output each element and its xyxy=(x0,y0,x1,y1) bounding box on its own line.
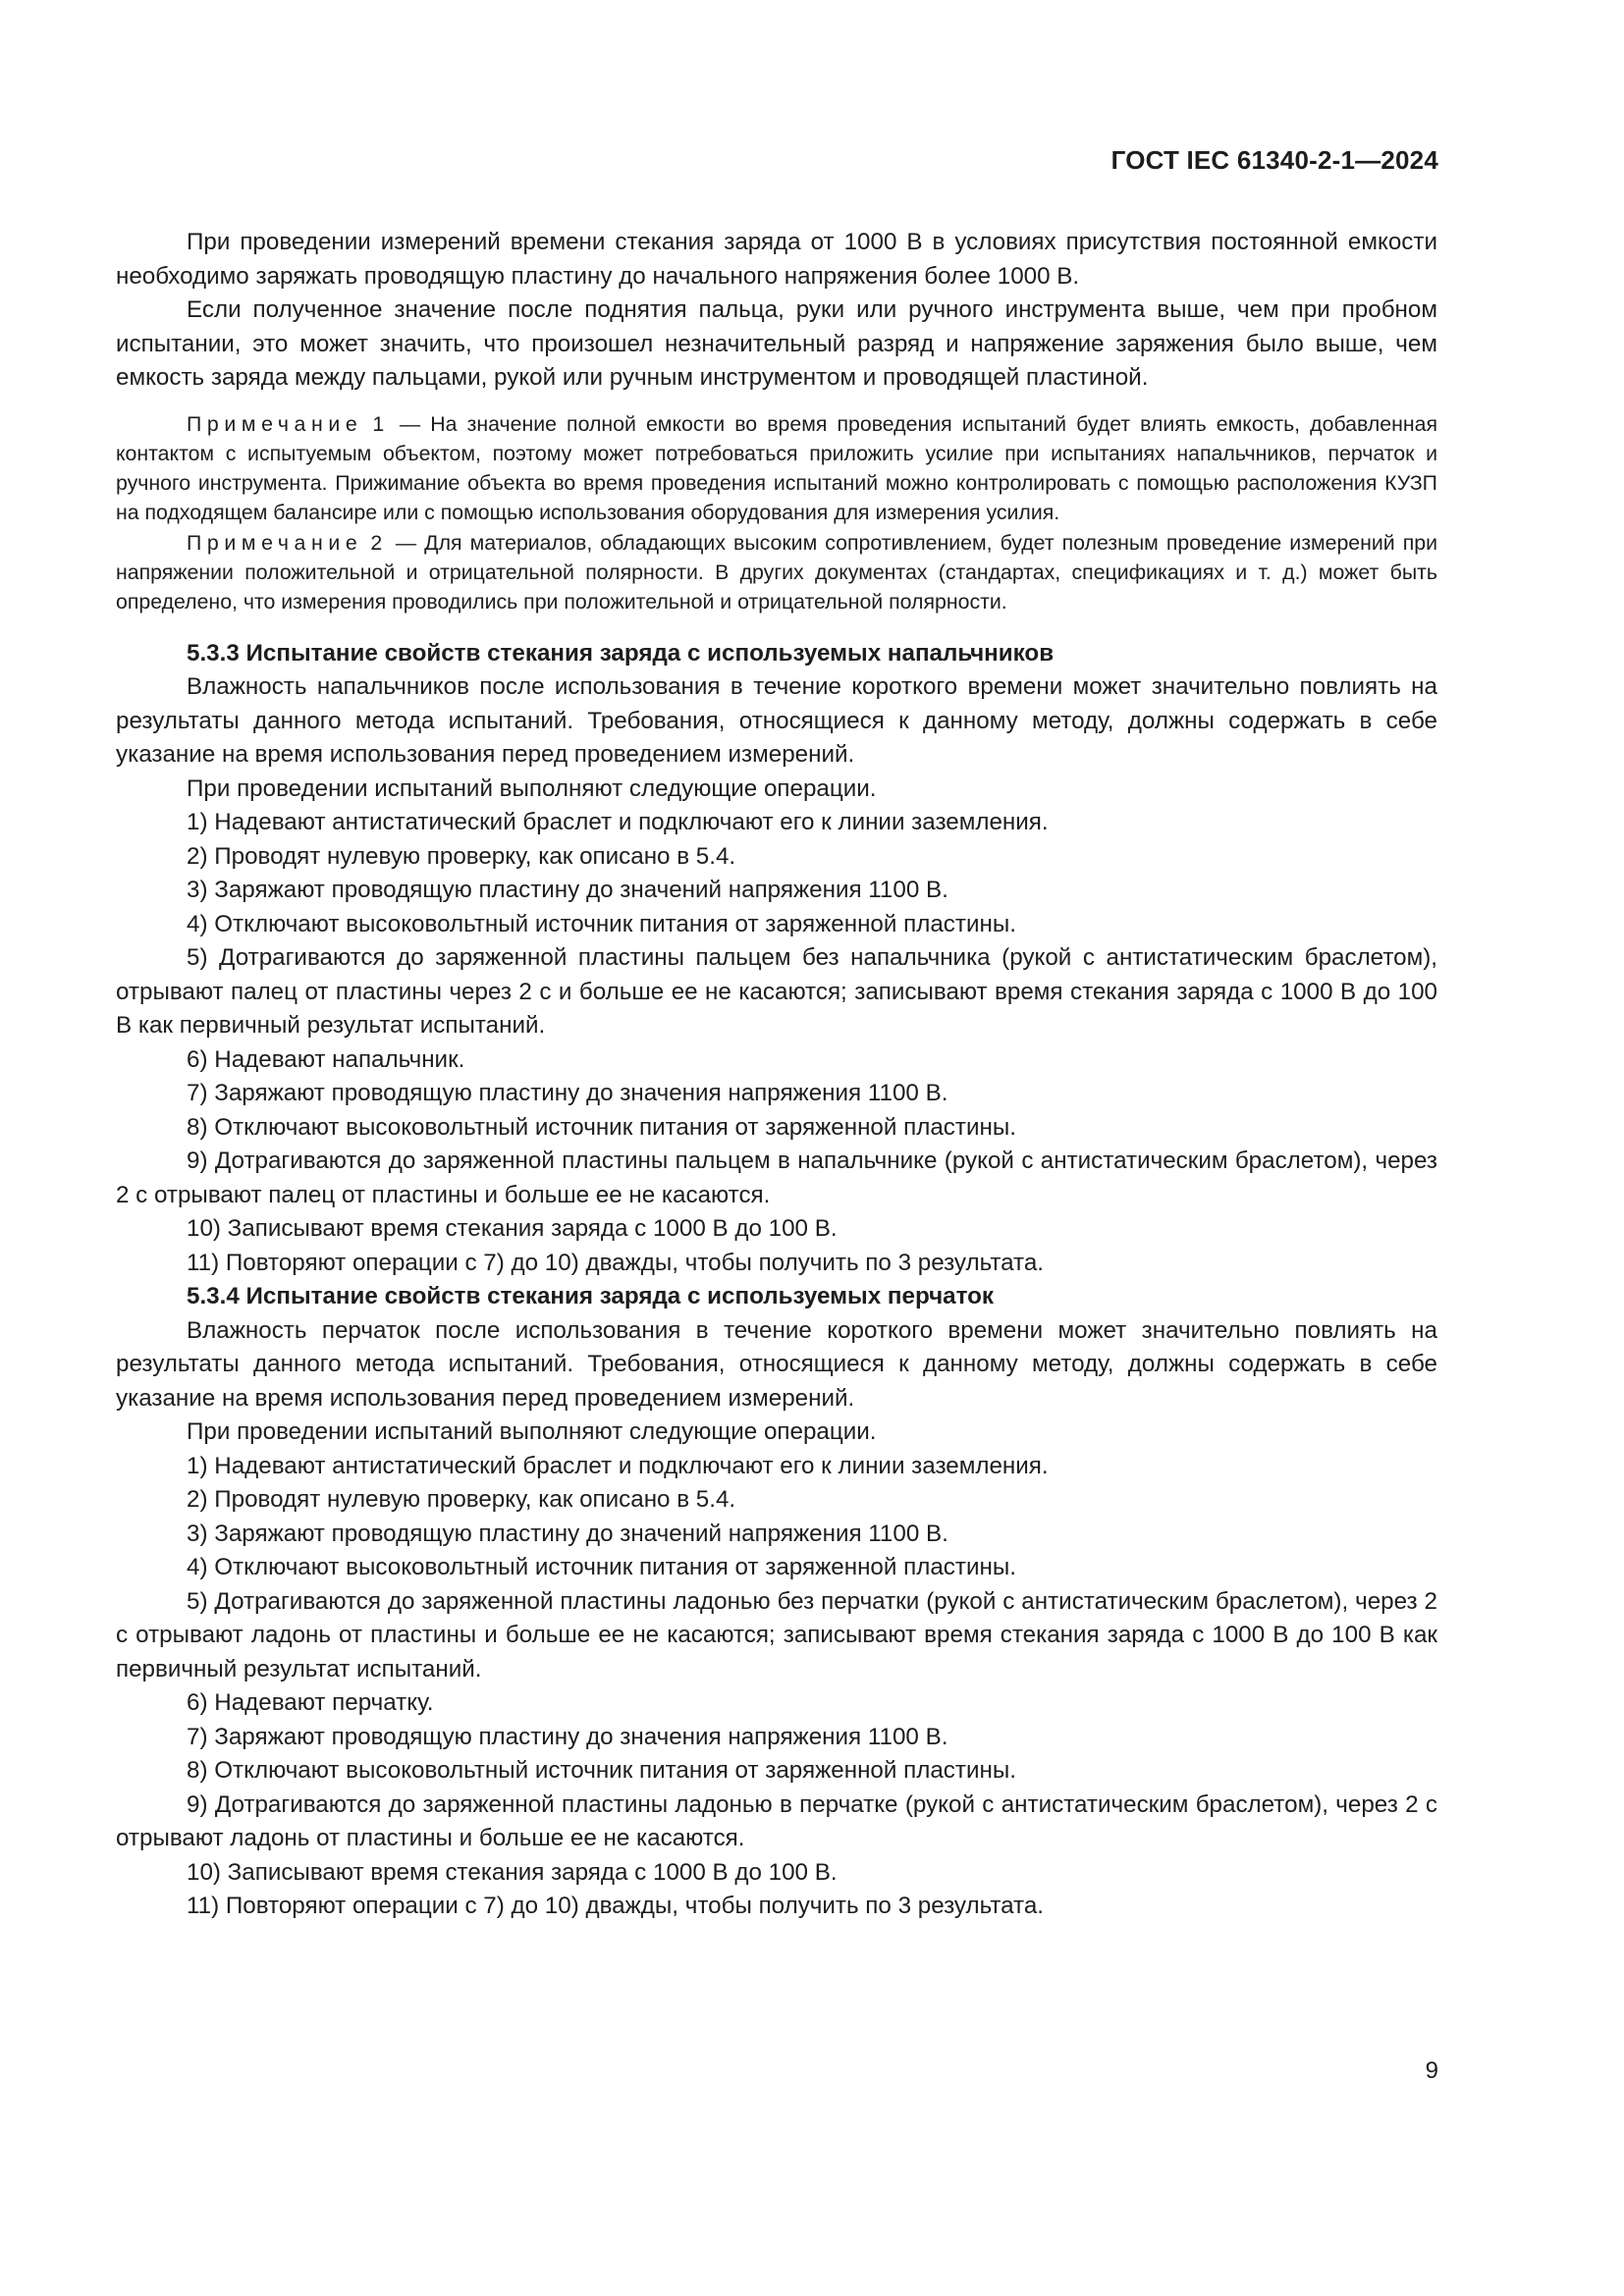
page-number: 9 xyxy=(1425,2057,1438,2084)
note-2 xyxy=(116,528,1437,617)
note-number: 2 xyxy=(370,530,388,555)
step-item: 3) Заряжают проводящую пластину до значений напряжения 1100 В. xyxy=(187,877,948,904)
step-item: 11) Повторяют операции с 7) до 10) дважды, чтобы получить по 3 результата. xyxy=(187,1893,1045,1920)
section-paragraph: При проведении испытаний выполняют следующие операции. xyxy=(187,1418,877,1446)
body-paragraph: При проведении измерений времени стекания заряда от 1000 В в условиях присутствия постоянной емкости необходимо заряжать проводящую пластину до начального напряжения более 1000 В. xyxy=(116,229,1437,290)
page-content xyxy=(116,226,1437,1924)
step-item: 7) Заряжают проводящую пластину до значения напряжения 1100 В. xyxy=(187,1080,948,1107)
section-paragraph: Влажность напальчников после использования в течение короткого времени может значительно повлиять на результаты данного метода испытаний. Требования, относящиеся к данному методу, должны содержать в себе указание на время использования перед проведением измерений. xyxy=(116,673,1437,769)
step-item: 8) Отключают высоковольтный источник питания от заряженной пластины. xyxy=(187,1113,1016,1141)
step-item: 5) Дотрагиваются до заряженной пластины пальцем без напальчника (рукой с антистатическим браслетом), отрывают палец от пластины через 2 с и больше ее не касаются; записывают время стекания заряда с 1000 В до 100 В как первичный результат испытаний. xyxy=(116,944,1437,1040)
note-label: Примечание xyxy=(187,411,363,436)
note-1 xyxy=(116,409,1437,528)
note-label: Примечание xyxy=(187,530,363,555)
note-text: — Для материалов, обладающих высоким сопротивлением, будет полезным проведение измерений при напряжении положительной и отрицательной полярности. В других документах (стандартах, спецификациях и т. д.) может быть определено, что измерения проводились при положительной и отрицательной полярности. xyxy=(116,530,1438,614)
note-number: 1 xyxy=(372,411,390,436)
step-item: 8) Отключают высоковольтный источник питания от заряженной пластины. xyxy=(187,1757,1016,1785)
document-code: ГОСТ IEC 61340-2-1—2024 xyxy=(1110,145,1438,175)
step-item: 2) Проводят нулевую проверку, как описано в 5.4. xyxy=(187,842,736,870)
section-heading-5-3-4: 5.3.4 Испытание свойств стекания заряда с используемых перчаток xyxy=(187,1283,995,1310)
step-item: 1) Надевают антистатический браслет и подключают его к линии заземления. xyxy=(187,1452,1049,1479)
step-item: 9) Дотрагиваются до заряженной пластины ладонью в перчатке (рукой с антистатическим браслетом), через 2 с отрывают ладонь от пластины и больше ее не касаются. xyxy=(116,1790,1437,1852)
step-item: 7) Заряжают проводящую пластину до значения напряжения 1100 В. xyxy=(187,1723,948,1750)
step-item: 6) Надевают перчатку. xyxy=(187,1689,434,1717)
step-item: 6) Надевают напальчник. xyxy=(187,1045,465,1073)
step-item: 4) Отключают высоковольтный источник питания от заряженной пластины. xyxy=(187,1554,1016,1581)
step-item: 2) Проводят нулевую проверку, как описано в 5.4. xyxy=(187,1486,736,1514)
step-item: 1) Надевают антистатический браслет и подключают его к линии заземления. xyxy=(187,809,1049,836)
step-item: 10) Записывают время стекания заряда с 1000 В до 100 В. xyxy=(187,1858,838,1886)
section-paragraph: При проведении испытаний выполняют следующие операции. xyxy=(187,774,877,802)
step-item: 9) Дотрагиваются до заряженной пластины пальцем в напальчнике (рукой с антистатическим браслетом), через 2 с отрывают палец от пластины и больше ее не касаются. xyxy=(116,1148,1437,1208)
step-item: 5) Дотрагиваются до заряженной пластины ладонью без перчатки (рукой с антистатическим браслетом), через 2 с отрывают ладонь от пластины и больше ее не касаются; записывают время стекания заряда с 1000 В до 100 В как первичный результат испытаний. xyxy=(116,1587,1437,1682)
note-text: — На значение полной емкости во время проведения испытаний будет влиять емкость, добавленная контактом с испытуемым объектом, поэтому может потребоваться приложить усилие при испытаниях напальчников, перчаток и ручного инструмента. Прижимание объекта во время проведения испытаний можно контролировать с помощью расположения КУЗП на подходящем балансире или с помощью использования оборудования для измерения усилия. xyxy=(116,411,1437,525)
body-paragraph: Если полученное значение после поднятия пальца, руки или ручного инструмента выше, чем при пробном испытании, это может значить, что произошел незначительный разряд и напряжение заряжения было выше, чем емкость заряда между пальцами, рукой или ручным инструментом и проводящей пластиной. xyxy=(116,296,1437,391)
step-item: 10) Записывают время стекания заряда с 1000 В до 100 В. xyxy=(187,1215,838,1243)
step-item: 4) Отключают высоковольтный источник питания от заряженной пластины. xyxy=(187,910,1016,937)
section-heading-5-3-3: 5.3.3 Испытание свойств стекания заряда с используемых напальчников xyxy=(187,639,1055,667)
section-paragraph: Влажность перчаток после использования в течение короткого времени может значительно повлиять на результаты данного метода испытаний. Требования, относящиеся к данному методу, должны содержать в себе указание на время использования перед проведением измерений. xyxy=(116,1316,1437,1412)
step-item: 3) Заряжают проводящую пластину до значений напряжения 1100 В. xyxy=(187,1520,948,1547)
step-item: 11) Повторяют операции с 7) до 10) дважды, чтобы получить по 3 результата. xyxy=(187,1249,1045,1276)
